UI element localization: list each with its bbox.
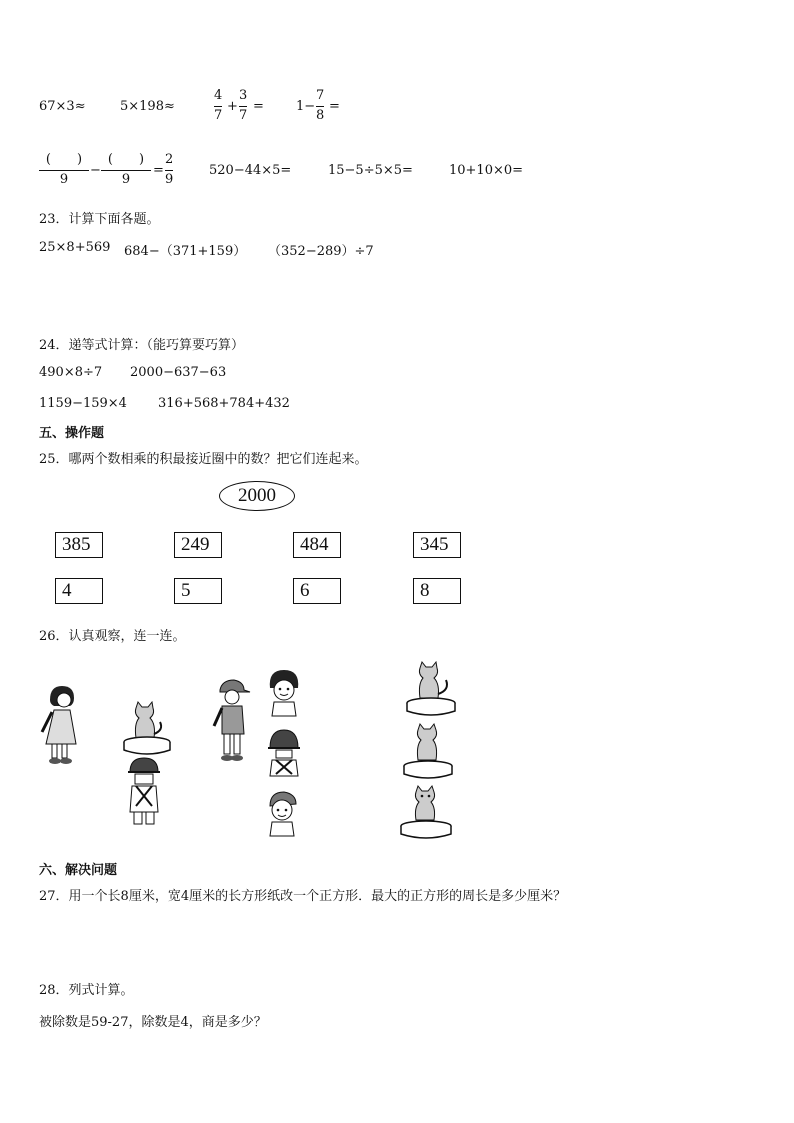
- q24-item-3: 1159−159×4: [39, 396, 127, 411]
- equals-sign: =: [329, 99, 340, 114]
- denominator: 9: [165, 172, 174, 187]
- denominator: 9: [59, 172, 69, 187]
- girl-side-view-illustration[interactable]: [36, 682, 82, 766]
- q23-title: 23．计算下面各题。: [39, 212, 160, 227]
- expr-10: 10+10×0=: [449, 163, 524, 178]
- number-box-249[interactable]: 249: [174, 532, 222, 558]
- boy-front-face-illustration[interactable]: [264, 790, 300, 838]
- cat-back-on-pedestal-illustration[interactable]: [400, 722, 456, 782]
- fraction-blank-9-a[interactable]: [39, 153, 89, 187]
- blank-numerator[interactable]: ( ): [45, 152, 83, 167]
- denominator: 9: [121, 172, 131, 187]
- cat-side-on-pedestal-illustration[interactable]: [404, 660, 458, 720]
- number-box-345[interactable]: 345: [413, 532, 461, 558]
- number-box-6[interactable]: 6: [293, 578, 341, 604]
- q28-text: 被除数是59-27，除数是4，商是多少？: [39, 1015, 267, 1030]
- q23-item-2: 684−（371+159）: [124, 244, 247, 259]
- q27-title: 27．用一个长8厘米，宽4厘米的长方形纸改一个正方形．最大的正方形的周长是多少厘米？: [39, 889, 567, 904]
- numerator: 3: [239, 88, 248, 103]
- fraction-4-7: [214, 89, 222, 123]
- section-5-heading: 五、操作题: [39, 426, 105, 441]
- number-box-385[interactable]: 385: [55, 532, 103, 558]
- fraction-3-7: [239, 89, 247, 123]
- numerator: 4: [214, 88, 223, 103]
- fraction-blank-9-b[interactable]: [101, 153, 151, 187]
- denominator: 8: [316, 108, 325, 123]
- number-box-4[interactable]: 4: [55, 578, 103, 604]
- expr-15: 15−5÷5×5=: [328, 163, 413, 178]
- girl-front-face-illustration[interactable]: [266, 668, 302, 718]
- q24-item-2: 2000−637−63: [130, 365, 227, 380]
- number-box-5[interactable]: 5: [174, 578, 222, 604]
- expr-520: 520−44×5=: [209, 163, 292, 178]
- fraction-7-8: [316, 89, 324, 123]
- one-minus: 1−: [296, 99, 316, 114]
- equals-sign: =: [153, 163, 164, 178]
- blank-numerator[interactable]: ( ): [107, 152, 145, 167]
- minus-sign: −: [90, 163, 101, 178]
- q24-item-1: 490×8÷7: [39, 365, 103, 380]
- denominator: 7: [214, 108, 223, 123]
- fraction-2-9: [165, 153, 173, 187]
- plus-sign: +: [227, 99, 238, 114]
- target-circle[interactable]: 2000: [219, 481, 295, 511]
- number-box-484[interactable]: 484: [293, 532, 341, 558]
- q23-item-3: （352−289）÷7: [268, 244, 374, 259]
- boy-back-view-illustration[interactable]: [124, 756, 164, 832]
- q28-title: 28．列式计算。: [39, 983, 134, 998]
- q23-item-1: 25×8+569: [39, 240, 111, 255]
- section-6-heading: 六、解决问题: [39, 863, 118, 878]
- numerator: 2: [165, 152, 174, 167]
- denominator: 7: [239, 108, 248, 123]
- expr-67x3: 67×3≈: [39, 99, 86, 114]
- number-box-8[interactable]: 8: [413, 578, 461, 604]
- q26-title: 26．认真观察，连一连。: [39, 629, 186, 644]
- numerator: 7: [316, 88, 325, 103]
- equals-sign: =: [253, 99, 264, 114]
- boy-back-head-illustration[interactable]: [266, 728, 302, 778]
- cat-front-on-pedestal-illustration[interactable]: [398, 784, 454, 842]
- q24-title: 24．递等式计算：（能巧算要巧算）: [39, 338, 245, 353]
- cat-on-pedestal-illustration[interactable]: [122, 700, 172, 760]
- q25-title: 25．哪两个数相乘的积最接近圈中的数？把它们连起来。: [39, 452, 368, 467]
- q24-item-4: 316+568+784+432: [158, 396, 290, 411]
- expr-5x198: 5×198≈: [120, 99, 175, 114]
- boy-side-view-illustration[interactable]: [210, 678, 254, 764]
